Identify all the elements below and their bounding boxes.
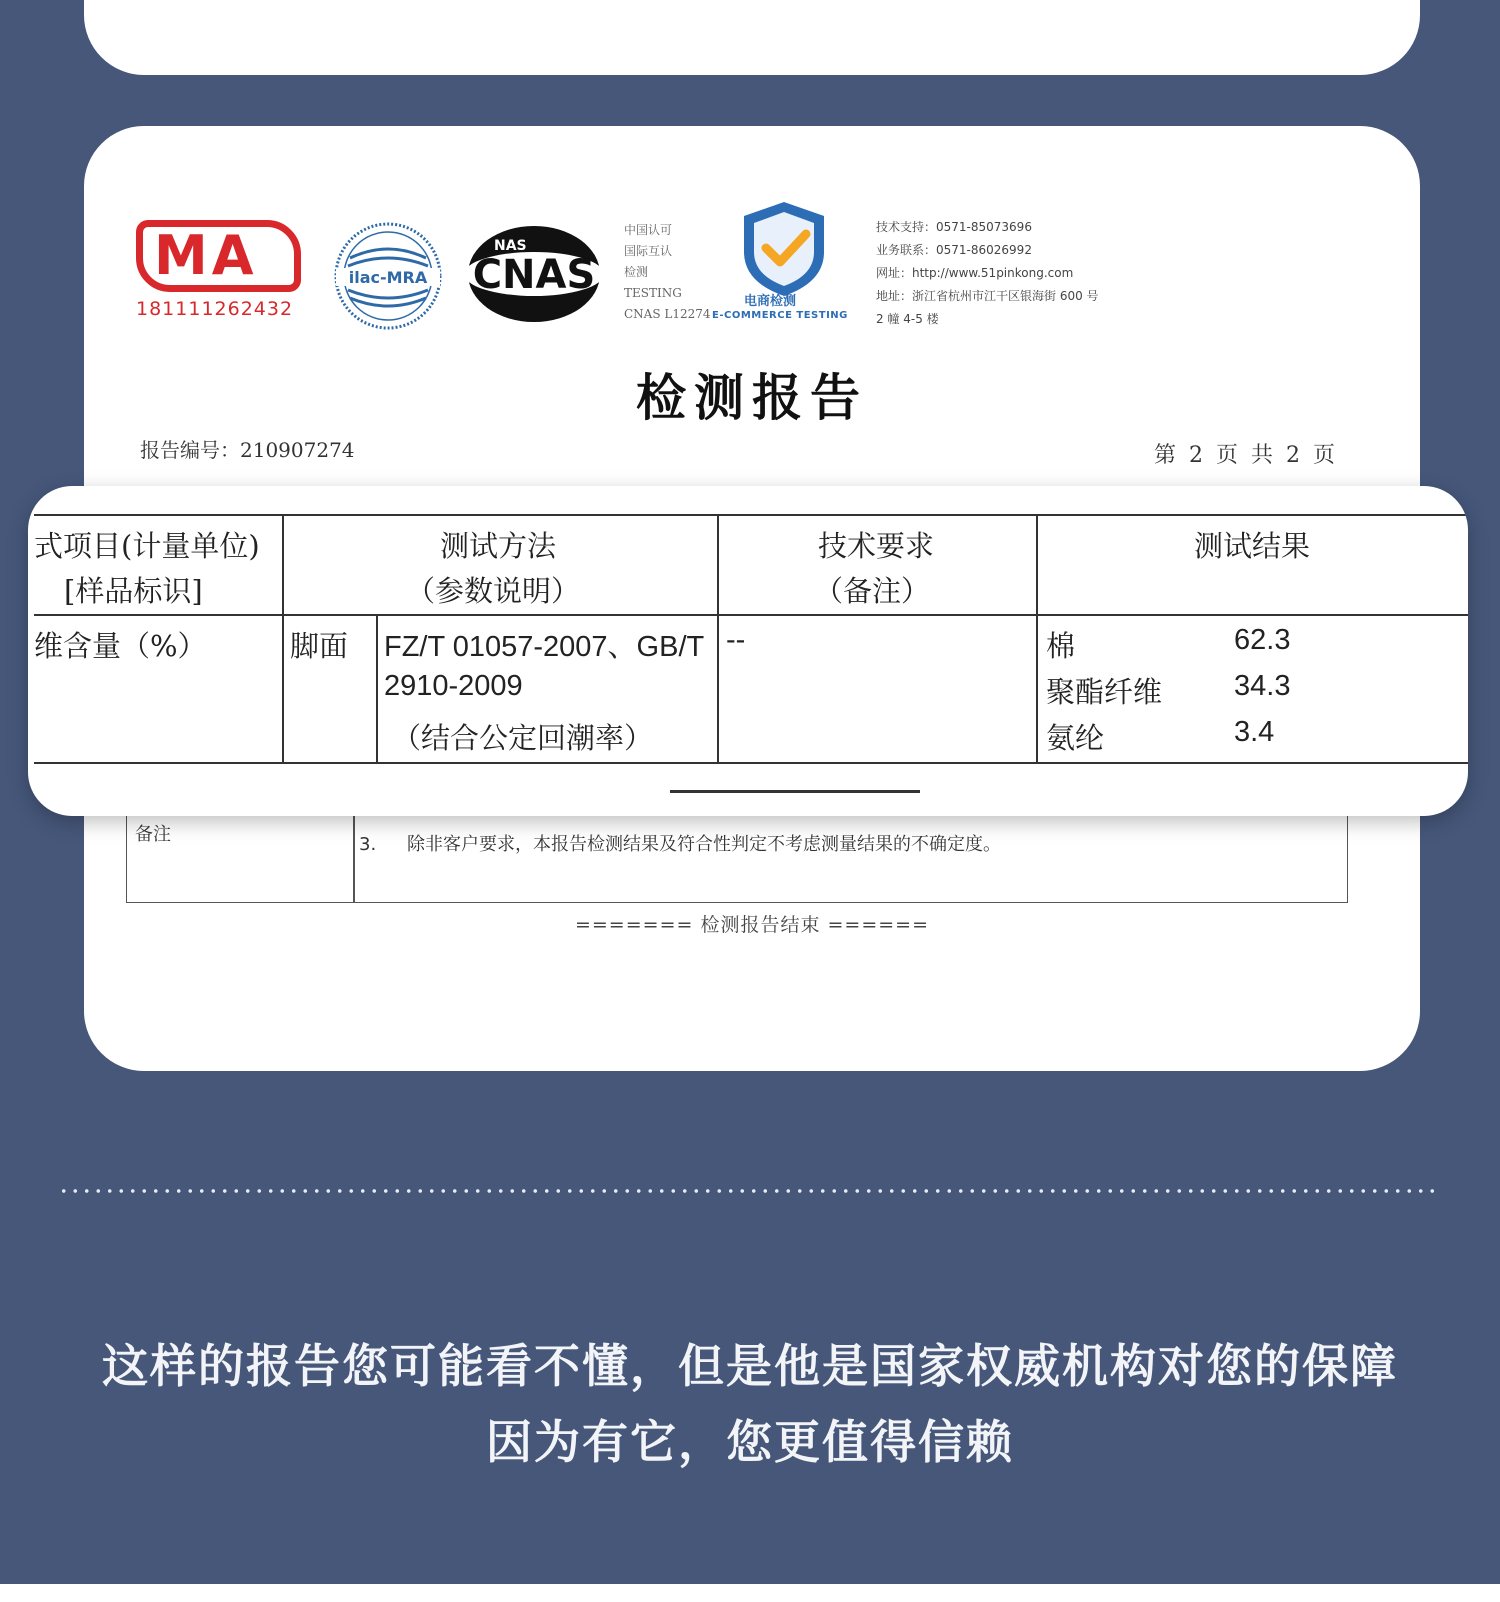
ilac-mra-logo-icon xyxy=(334,222,442,330)
ecom-label-en: E-COMMERCE TESTING xyxy=(712,310,848,321)
cnas-caption-line: 国际互认 xyxy=(624,244,673,258)
report-number: 报告编号：210907274 xyxy=(140,438,355,462)
note-number: 3. xyxy=(359,834,377,855)
logo-row xyxy=(84,126,1420,366)
cnas-caption xyxy=(624,220,711,325)
result-name: 棉 xyxy=(1046,629,1076,663)
caption-line-2: 因为有它，您更值得信赖 xyxy=(486,1415,1014,1469)
bottom-strip xyxy=(0,1584,1500,1602)
cnas-caption-line: 检测 xyxy=(624,265,649,279)
caption-line-1: 这样的报告您可能看不懂，但是他是国家权威机构对您的保障 xyxy=(102,1339,1398,1393)
cma-number: 181111262432 xyxy=(136,298,294,320)
table-border xyxy=(376,616,378,764)
row-item: 维含量（%） xyxy=(34,629,207,663)
result-name: 氨纶 xyxy=(1046,721,1105,755)
header-item: 式项目(计量单位) xyxy=(34,529,260,563)
header-result: 测试结果 xyxy=(1194,529,1311,563)
header-requirement-sub: （备注） xyxy=(814,574,931,608)
ecom-label-cn: 电商检测 xyxy=(744,294,797,309)
cnas-logo-icon xyxy=(464,222,604,326)
previous-card xyxy=(84,0,1420,75)
divider-line xyxy=(670,790,920,793)
cnas-small-text: NAS xyxy=(494,238,527,254)
table-border xyxy=(717,514,719,764)
header-item-sub: [样品标识] xyxy=(64,574,203,608)
cnas-caption-line: 中国认可 xyxy=(624,223,673,237)
contact-line: 技术支持：0571-85073696 xyxy=(876,220,1032,234)
table-border xyxy=(282,514,284,764)
note-line xyxy=(359,830,1001,856)
row-position: 脚面 xyxy=(290,629,349,663)
ilac-text: ilac-MRA xyxy=(348,268,428,287)
contact-line: 网址：http://www.51pinkong.com xyxy=(876,266,1074,280)
table-border xyxy=(34,514,1468,516)
zoomed-table-card xyxy=(28,486,1468,816)
table-border xyxy=(1036,514,1038,764)
page-number: 第 2 页 共 2 页 xyxy=(1154,443,1338,468)
contact-info xyxy=(876,216,1099,331)
cma-logo xyxy=(136,220,311,336)
row-method: FZ/T 01057-2007、GB/T xyxy=(384,631,705,663)
result-value: 34.3 xyxy=(1234,670,1291,702)
test-results-table xyxy=(34,514,1468,764)
cnas-caption-line: CNAS L12274 xyxy=(624,307,711,321)
header-method-sub: （参数说明） xyxy=(406,574,581,608)
contact-line: 地址：浙江省杭州市江干区银海街 600 号 xyxy=(876,289,1099,303)
row-requirement: -- xyxy=(726,624,746,656)
cnas-text: CNAS xyxy=(472,252,596,298)
header-requirement: 技术要求 xyxy=(818,529,935,563)
result-value: 3.4 xyxy=(1234,716,1275,748)
report-end: ======= 检测报告结束 ====== xyxy=(574,914,930,936)
notes-label: 备注 xyxy=(135,824,171,845)
header-method: 测试方法 xyxy=(440,529,557,563)
cma-text: MA xyxy=(154,224,258,287)
contact-line: 业务联系：0571-86026992 xyxy=(876,243,1032,257)
dotted-divider xyxy=(58,1189,1438,1193)
report-title: 检测报告 xyxy=(636,368,868,427)
row-method-3: （结合公定回潮率） xyxy=(392,721,654,755)
result-name: 聚酯纤维 xyxy=(1046,675,1163,709)
table-border xyxy=(34,614,1468,616)
contact-line: 2 幢 4-5 楼 xyxy=(876,312,939,326)
result-value: 62.3 xyxy=(1234,624,1291,656)
row-method-2: 2910-2009 xyxy=(384,670,523,702)
note-text: 除非客户要求，本报告检测结果及符合性判定不考虑测量结果的不确定度。 xyxy=(407,834,1001,855)
cnas-caption-line: TESTING xyxy=(624,286,682,300)
table-border xyxy=(34,762,1468,764)
